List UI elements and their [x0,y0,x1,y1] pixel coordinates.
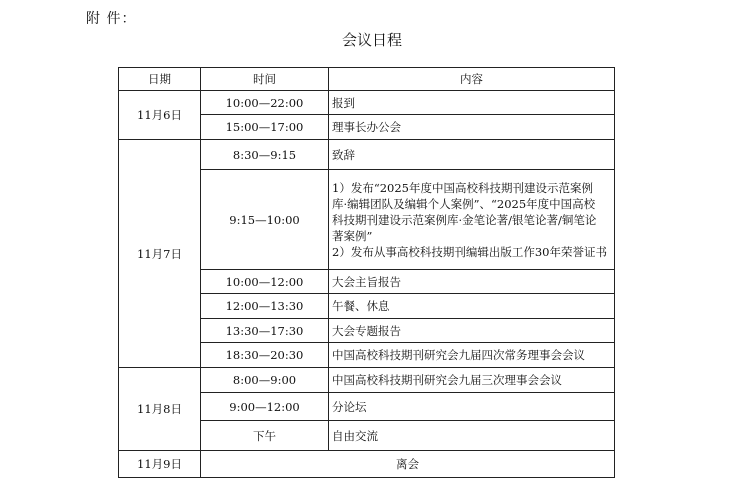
content-cell: 午餐、休息 [329,294,615,319]
header-time: 时间 [201,68,329,91]
header-row [119,68,615,91]
time-cell: 13:30—17:30 [201,319,329,343]
time-cell: 8:30—9:15 [201,140,329,170]
content-cell: 理事长办公会 [329,115,615,140]
table-row [119,140,615,170]
content-cell: 中国高校科技期刊研究会九届三次理事会会议 [329,368,615,393]
time-cell: 15:00—17:00 [201,115,329,140]
content-line: 科技期刊建设示范案例库·金笔论著/银笔论著/铜笔论 [332,212,597,227]
date-cell: 11月8日 [119,368,201,451]
content-cell: 离会 [201,451,615,478]
content-line: 2）发布从事高校科技期刊编辑出版工作30年荣誉证书 [332,244,607,259]
time-cell: 下午 [201,421,329,451]
table-row [119,451,615,478]
date-cell: 11月9日 [119,451,201,478]
attachment-label: 附 件： [86,11,137,27]
content-cell: 报到 [329,91,615,115]
content-cell: 分论坛 [329,393,615,421]
schedule-table [118,67,615,478]
table-row [119,368,615,393]
time-cell: 9:15—10:00 [201,170,329,270]
page-title: 会议日程 [341,31,402,49]
content-cell: 大会主旨报告 [329,270,615,294]
content-line: 1）发布“2025年度中国高校科技期刊建设示范案例 [332,180,593,195]
header-content: 内容 [329,68,615,91]
time-cell: 10:00—22:00 [201,91,329,115]
content-line: 库·编辑团队及编辑个人案例”、“2025年度中国高校 [332,196,596,211]
table-row [119,91,615,115]
time-cell: 9:00—12:00 [201,393,329,421]
date-cell: 11月6日 [119,91,201,140]
time-cell: 8:00—9:00 [201,368,329,393]
content-cell [329,170,615,270]
date-cell: 11月7日 [119,140,201,368]
content-cell: 大会专题报告 [329,319,615,343]
content-cell: 中国高校科技期刊研究会九届四次常务理事会会议 [329,343,615,368]
time-cell: 12:00—13:30 [201,294,329,319]
content-cell: 致辞 [329,140,615,170]
header-date: 日期 [119,68,201,91]
time-cell: 10:00—12:00 [201,270,329,294]
content-line: 著案例” [332,228,373,243]
time-cell: 18:30—20:30 [201,343,329,368]
content-cell: 自由交流 [329,421,615,451]
